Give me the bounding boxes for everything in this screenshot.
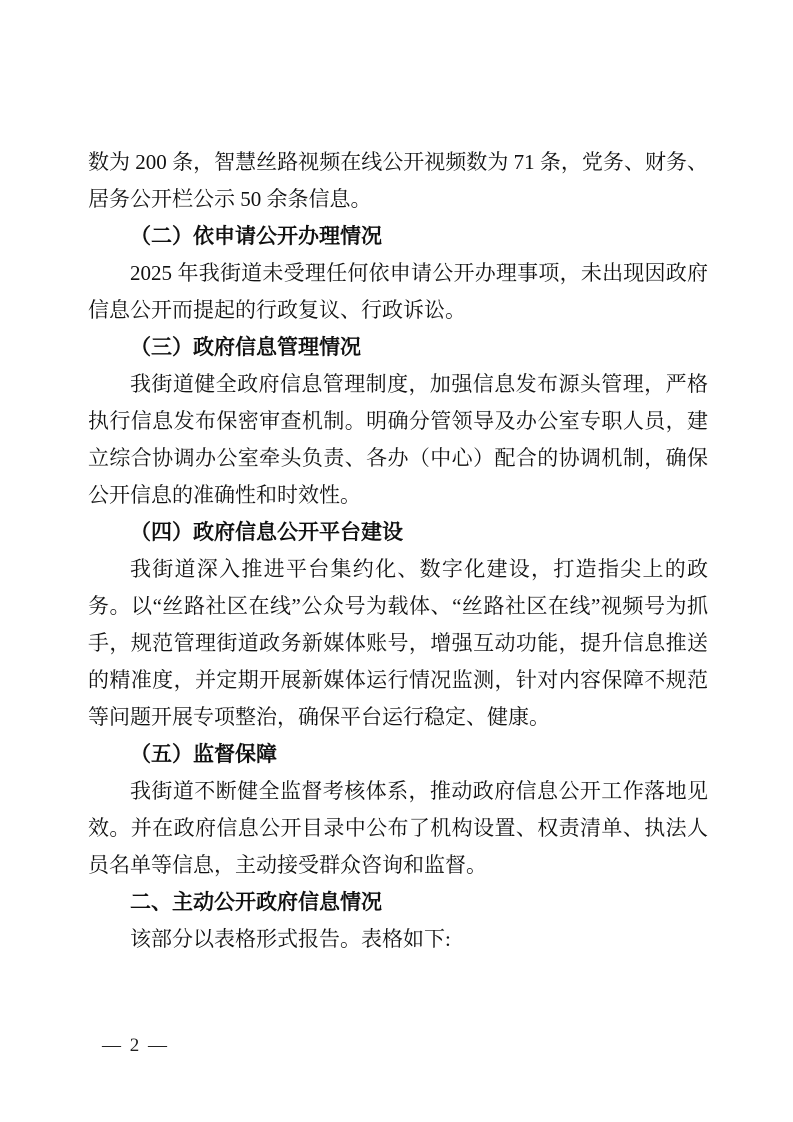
paragraph: 数为 200 条，智慧丝路视频在线公开视频数为 71 条，党务、财务、居务公开栏公示 50 余条信息。 [88,150,708,211]
section-heading: （五）监督保障 [130,742,277,766]
page-number: — 2 — [102,1035,167,1056]
section-heading: （三）政府信息管理情况 [130,335,361,359]
section-heading: （四）政府信息公开平台建设 [130,520,403,544]
paragraph: 我街道不断健全监督考核体系，推动政府信息公开工作落地见效。并在政府信息公开目录中公布了机构设置、权责清单、执法人员名单等信息，主动接受群众咨询和监督。 [88,779,708,877]
section-heading: （二）依申请公开办理情况 [130,224,382,248]
section-heading: 二、主动公开政府信息情况 [130,891,382,914]
document-body [88,144,708,958]
paragraph: 我街道深入推进平台集约化、数字化建设，打造指尖上的政务。以“丝路社区在线”公众号为载体、“丝路社区在线”视频号为抓手，规范管理街道政务新媒体账号，增强互动功能，提升信息推送的精准度，并定期开展新媒体运行情况监测，针对内容保障不规范等问题开展专项整治，确保平台运行稳定、健康。 [88,557,708,729]
paragraph: 我街道健全政府信息管理制度，加强信息发布源头管理，严格执行信息发布保密审查机制。明确分管领导及办公室专职人员，建立综合协调办公室牵头负责、各办（中心）配合的协调机制，确保公开信息的准确性和时效性。 [88,372,708,507]
paragraph: 该部分以表格形式报告。表格如下: [130,927,451,951]
paragraph: 2025 年我街道未受理任何依申请公开办理事项，未出现因政府信息公开而提起的行政复议、行政诉讼。 [88,261,708,322]
